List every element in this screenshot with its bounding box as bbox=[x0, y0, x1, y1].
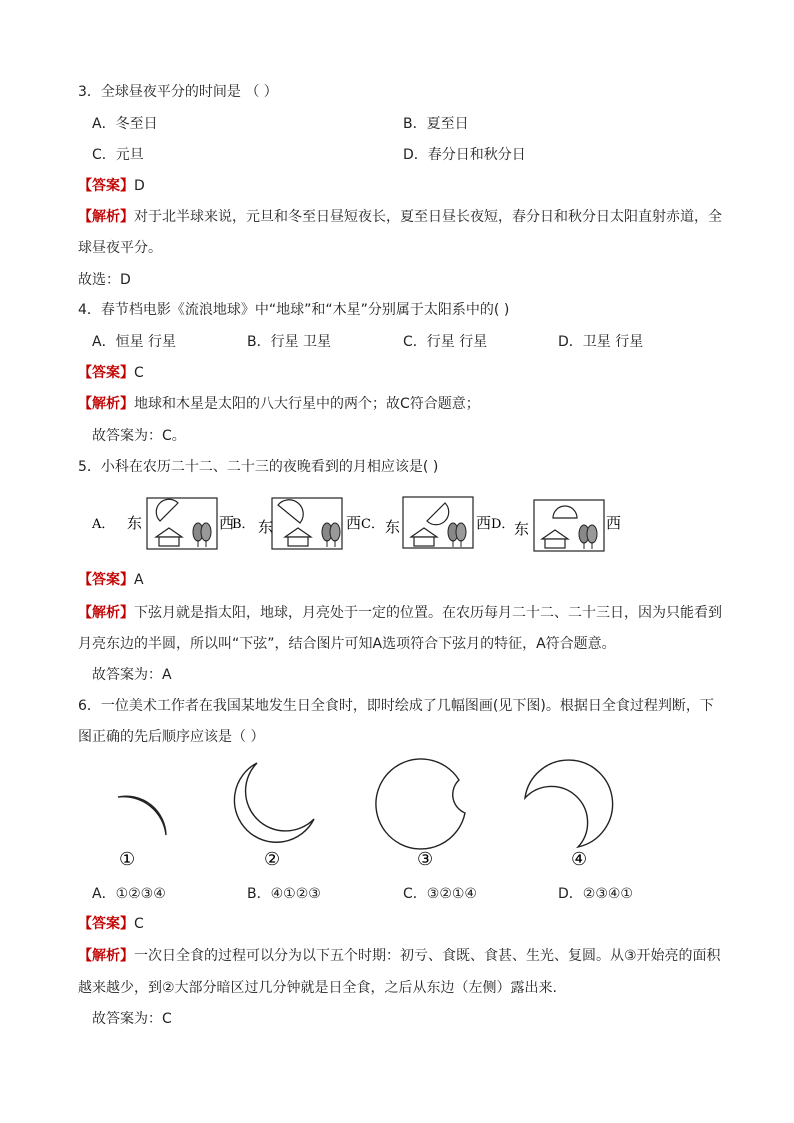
answer-tag: 【答案】 bbox=[78, 916, 134, 932]
q3-analysis bbox=[78, 207, 722, 227]
q5-moon-phase-figures bbox=[0, 488, 794, 563]
fig-label-4: ④ bbox=[571, 849, 588, 870]
eclipse-crescent-1 bbox=[118, 796, 166, 835]
east-label: 东 bbox=[127, 514, 143, 532]
q3-analysis-text-2: 球昼夜平分。 bbox=[78, 240, 162, 256]
q3-answer bbox=[78, 176, 145, 196]
analysis-tag: 【解析】 bbox=[78, 209, 134, 225]
q3-option-d[interactable]: D．春分日和秋分日 bbox=[403, 147, 526, 163]
q6-analysis bbox=[78, 946, 721, 966]
q6-analysis-text-1: 一次日全食的过程可以分为以下五个时期：初亏、食既、食甚、生光、复圆。从③开始亮的面积 bbox=[134, 948, 721, 964]
eclipse-partial-4 bbox=[525, 760, 613, 847]
west-label: 西 bbox=[346, 514, 362, 532]
answer-tag: 【答案】 bbox=[78, 365, 134, 381]
q4-answer bbox=[78, 363, 144, 383]
q6-stem-line-1: 6．一位美术工作者在我国某地发生日全食时，即时绘成了几幅图画(见下图)。根据日全食过程判断，下 bbox=[78, 698, 714, 714]
moon-icon bbox=[278, 500, 303, 523]
trees-icon bbox=[579, 525, 597, 549]
q4-conclusion: 故答案为：C。 bbox=[92, 428, 186, 444]
trees-icon bbox=[322, 523, 340, 547]
q3-analysis-text-1: 对于北半球来说，元旦和冬至日昼短夜长，夏至日昼长夜短，春分日和秋分日太阳直射赤道，全 bbox=[134, 209, 722, 225]
q3-option-a[interactable]: A．冬至日 bbox=[92, 116, 158, 132]
q6-stem-line-2: 图正确的先后顺序应该是（ ） bbox=[78, 729, 265, 745]
q5-stem: 5．小科在农历二十二、二十三的夜晚看到的月相应该是( ) bbox=[78, 459, 439, 475]
moon-icon bbox=[156, 499, 178, 521]
q5-answer bbox=[78, 570, 144, 590]
west-label: 西 bbox=[476, 514, 492, 532]
q5-option-b-letter[interactable]: B． bbox=[232, 517, 255, 532]
trees-icon bbox=[193, 523, 211, 547]
q4-analysis-text: 地球和木星是太阳的八大行星中的两个；故C符合题意； bbox=[134, 396, 480, 412]
analysis-tag: 【解析】 bbox=[78, 948, 134, 964]
trees-icon bbox=[448, 523, 466, 547]
q5-option-d-letter[interactable]: D． bbox=[491, 517, 515, 532]
q3-option-b[interactable]: B．夏至日 bbox=[403, 116, 469, 132]
east-label: 东 bbox=[385, 518, 401, 536]
q5-analysis bbox=[78, 603, 722, 623]
q3-answer-value: D bbox=[134, 178, 145, 194]
q6-option-b[interactable]: B．④①②③ bbox=[247, 886, 321, 902]
moon-icon bbox=[553, 506, 577, 518]
analysis-tag: 【解析】 bbox=[78, 605, 134, 621]
fig-label-3: ③ bbox=[417, 849, 434, 870]
q5-answer-value: A bbox=[134, 572, 144, 588]
q6-answer bbox=[78, 914, 144, 934]
q4-answer-value: C bbox=[134, 365, 144, 381]
q4-option-d[interactable]: D．卫星 行星 bbox=[558, 334, 644, 350]
q4-option-c[interactable]: C．行星 行星 bbox=[403, 334, 488, 350]
eclipse-crescent-2 bbox=[234, 763, 314, 842]
q3-conclusion: 故选：D bbox=[78, 272, 131, 288]
q5-option-c-letter[interactable]: C． bbox=[361, 517, 384, 532]
q6-option-c[interactable]: C．③②①④ bbox=[403, 886, 477, 902]
west-label: 西 bbox=[219, 514, 235, 532]
house-icon bbox=[411, 528, 437, 546]
east-label: 东 bbox=[258, 518, 274, 536]
q5-option-a-letter[interactable]: A． bbox=[92, 517, 115, 532]
q3-option-c[interactable]: C．元旦 bbox=[92, 147, 144, 163]
q5-analysis-text-1: 下弦月就是指太阳，地球，月亮处于一定的位置。在农历每月二十二、二十三日，因为只能看到 bbox=[134, 605, 722, 621]
eclipse-partial-3 bbox=[376, 759, 465, 849]
q6-eclipse-figures bbox=[0, 750, 794, 875]
fig-label-2: ② bbox=[264, 849, 281, 870]
house-icon bbox=[285, 528, 311, 546]
q5-conclusion: 故答案为：A bbox=[92, 667, 172, 683]
west-label: 西 bbox=[606, 514, 622, 532]
q4-option-a[interactable]: A．恒星 行星 bbox=[92, 334, 177, 350]
q6-conclusion: 故答案为：C bbox=[92, 1011, 172, 1027]
fig-label-1: ① bbox=[119, 849, 136, 870]
q3-stem: 3．全球昼夜平分的时间是 （ ） bbox=[78, 84, 278, 100]
q6-analysis-text-2: 越来越少，到②大部分暗区过几分钟就是日全食，之后从东边（左侧）露出来. bbox=[78, 980, 557, 996]
q6-answer-value: C bbox=[134, 916, 144, 932]
moon-icon bbox=[427, 503, 449, 525]
east-label: 东 bbox=[514, 520, 530, 538]
q5-analysis-text-2: 月亮东边的半圆，所以叫“下弦”，结合图片可知A选项符合下弦月的特征，A符合题意。 bbox=[78, 636, 616, 652]
q4-analysis bbox=[78, 394, 480, 414]
q6-option-a[interactable]: A．①②③④ bbox=[92, 886, 166, 902]
analysis-tag: 【解析】 bbox=[78, 396, 134, 412]
q4-stem: 4．春节档电影《流浪地球》中“地球”和“木星”分别属于太阳系中的( ) bbox=[78, 302, 510, 318]
answer-tag: 【答案】 bbox=[78, 178, 134, 194]
q4-option-b[interactable]: B．行星 卫星 bbox=[247, 334, 332, 350]
q6-option-d[interactable]: D．②③④① bbox=[558, 886, 633, 902]
house-icon bbox=[542, 530, 568, 548]
answer-tag: 【答案】 bbox=[78, 572, 134, 588]
house-icon bbox=[156, 528, 182, 546]
